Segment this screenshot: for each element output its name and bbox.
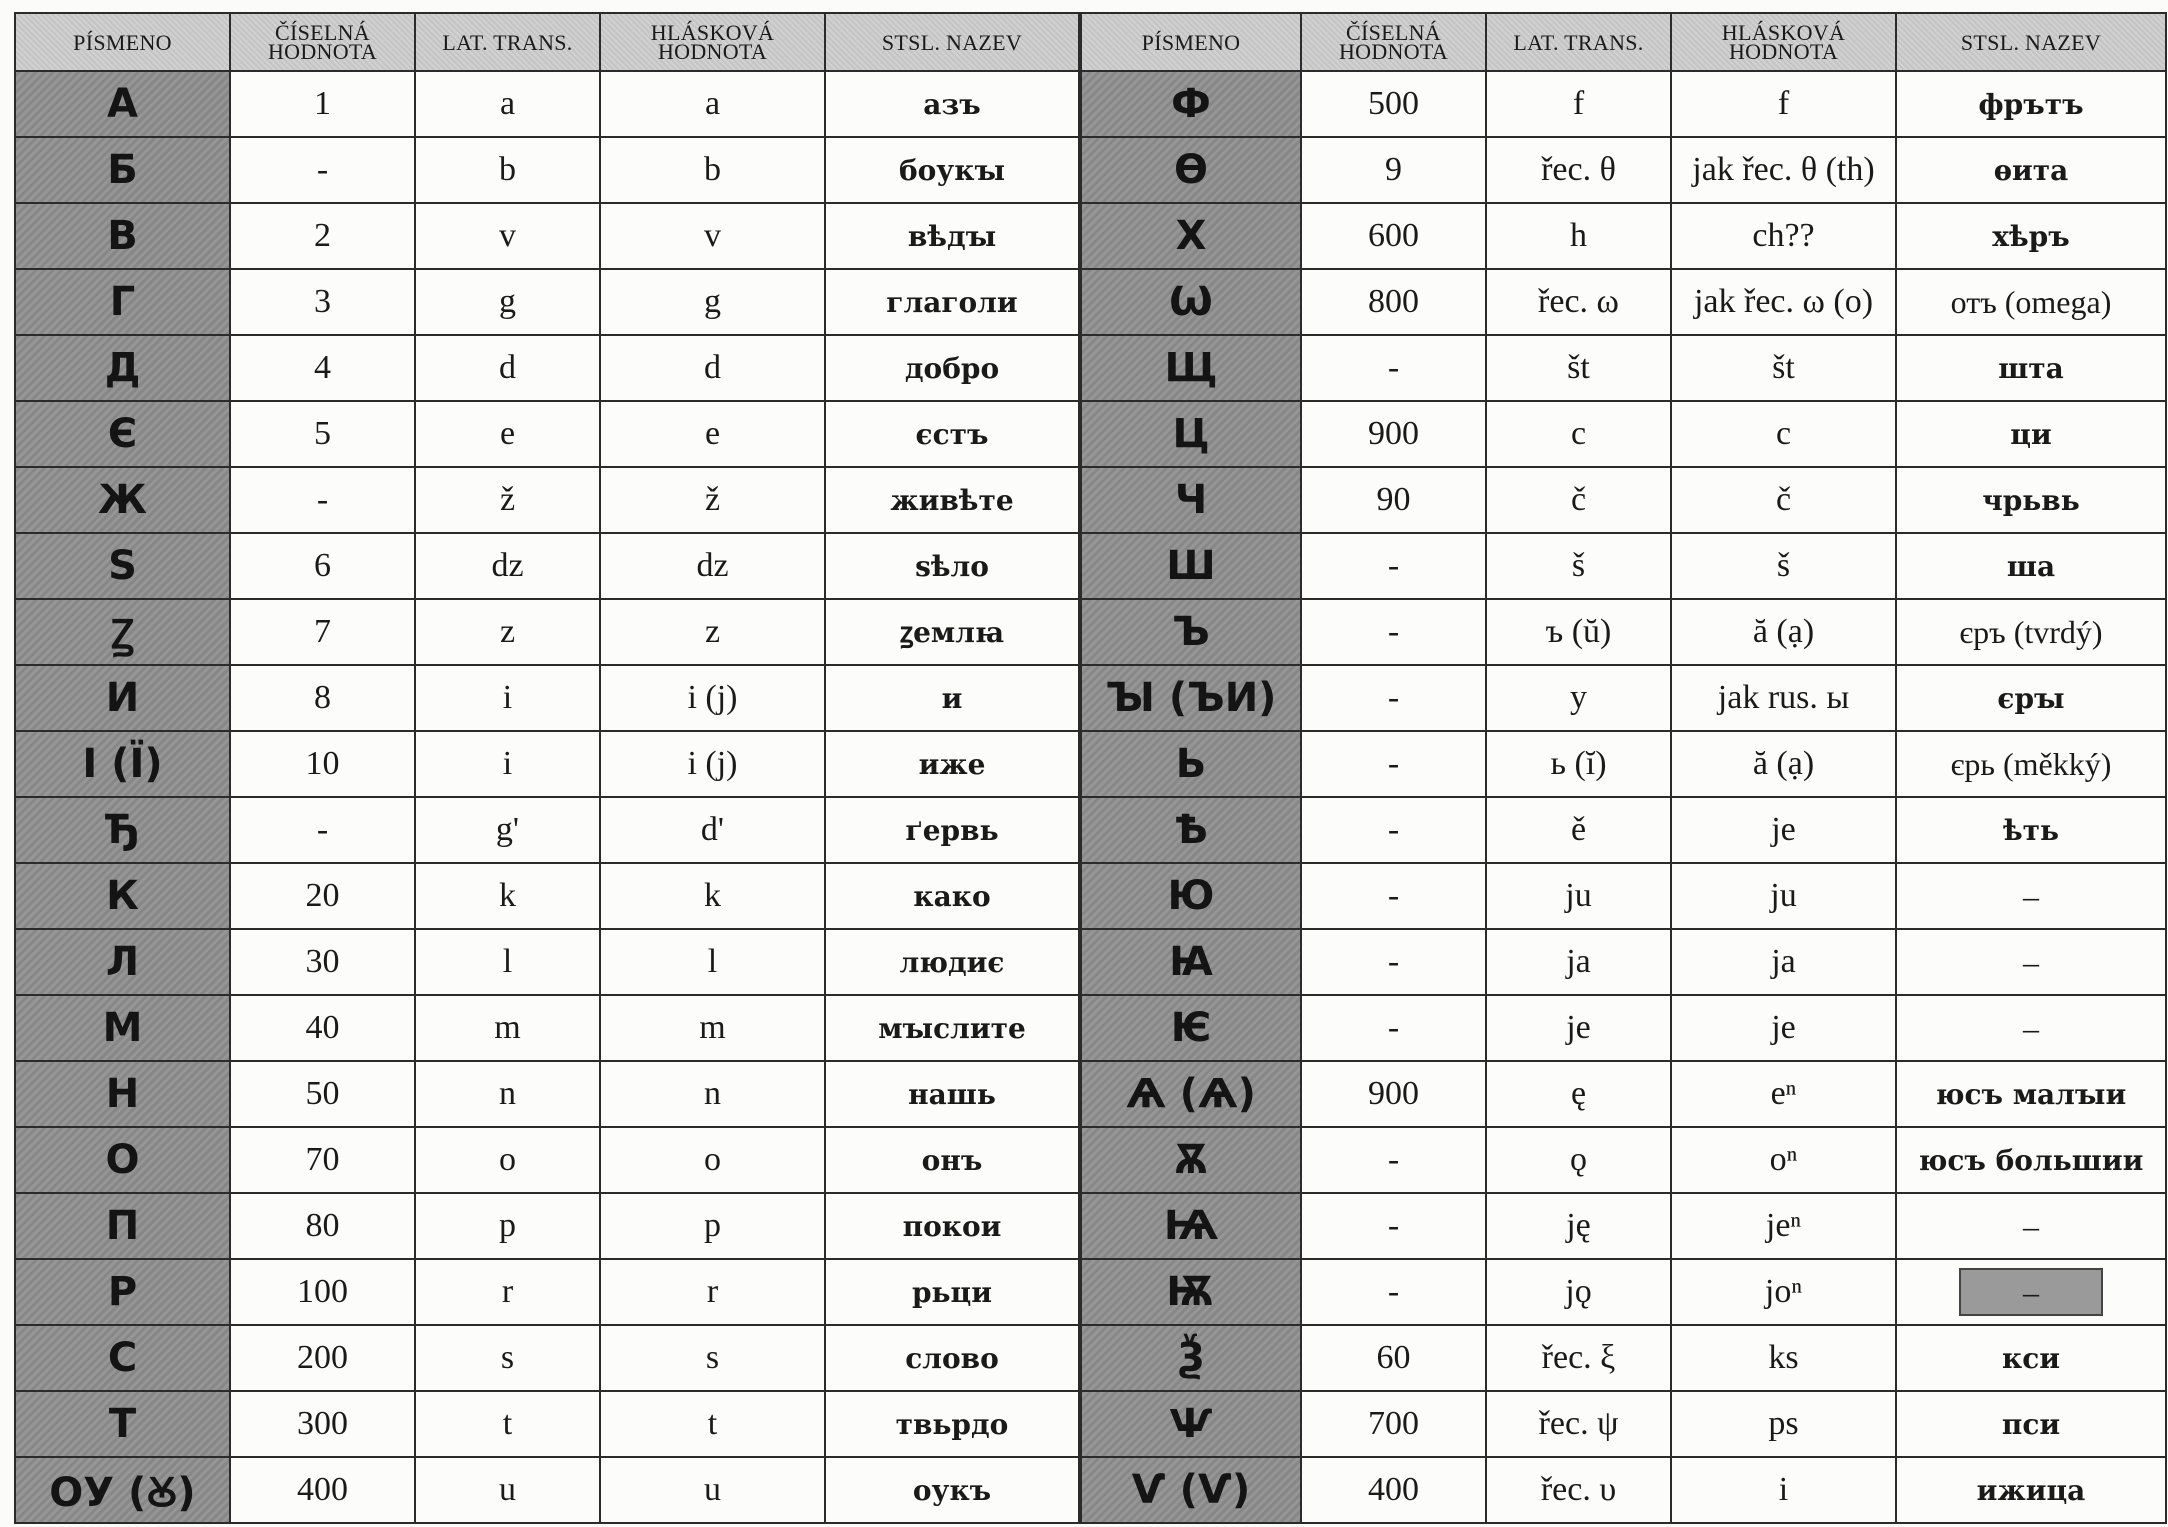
- numeric-value-cell: 20: [230, 863, 415, 929]
- latin-transliteration-cell: je: [1486, 995, 1671, 1061]
- table-row: [1081, 467, 2166, 533]
- numeric-value-cell: 70: [230, 1127, 415, 1193]
- church-slavonic-name-cell: нашь: [825, 1061, 1079, 1127]
- numeric-value-cell: 2: [230, 203, 415, 269]
- letter-cell: Ѥ: [1081, 995, 1301, 1061]
- church-slavonic-name-cell: єрь (měkký): [1896, 731, 2166, 797]
- latin-transliteration-cell: ъ (ŭ): [1486, 599, 1671, 665]
- sound-value-cell: ju: [1671, 863, 1896, 929]
- church-slavonic-name-cell: отъ (omega): [1896, 269, 2166, 335]
- latin-transliteration-cell: u: [415, 1457, 600, 1523]
- header-latin-transliteration: LAT. TRANS.: [415, 13, 600, 71]
- church-slavonic-name-cell: рьци: [825, 1259, 1079, 1325]
- sound-value-cell: n: [600, 1061, 825, 1127]
- church-slavonic-name-cell: ꙁемлꙗ: [825, 599, 1079, 665]
- sound-value-cell: g: [600, 269, 825, 335]
- table-row: [15, 533, 1079, 599]
- sound-value-cell: a: [600, 71, 825, 137]
- table-row: [1081, 269, 2166, 335]
- numeric-value-cell: -: [1301, 533, 1486, 599]
- latin-transliteration-cell: z: [415, 599, 600, 665]
- sound-value-cell: jak rus. ы: [1671, 665, 1896, 731]
- table-row: [15, 1259, 1079, 1325]
- church-slavonic-name-cell: азъ: [825, 71, 1079, 137]
- letter-cell: ОУ (Ꙋ): [15, 1457, 230, 1523]
- sound-value-cell: m: [600, 995, 825, 1061]
- sound-value-cell: ks: [1671, 1325, 1896, 1391]
- numeric-value-cell: 800: [1301, 269, 1486, 335]
- church-slavonic-name-cell: мꙑслите: [825, 995, 1079, 1061]
- sound-value-cell: s: [600, 1325, 825, 1391]
- church-slavonic-name-cell: юсъ малꙑи: [1896, 1061, 2166, 1127]
- letter-cell: Т: [15, 1391, 230, 1457]
- latin-transliteration-cell: ě: [1486, 797, 1671, 863]
- numeric-value-cell: -: [1301, 863, 1486, 929]
- church-slavonic-name-cell: глаголи: [825, 269, 1079, 335]
- latin-transliteration-cell: p: [415, 1193, 600, 1259]
- sound-value-cell: eⁿ: [1671, 1061, 1896, 1127]
- numeric-value-cell: 1: [230, 71, 415, 137]
- letter-cell: А: [15, 71, 230, 137]
- table-row: [1081, 599, 2166, 665]
- table-row: [1081, 797, 2166, 863]
- church-slavonic-name-cell: покои: [825, 1193, 1079, 1259]
- letter-cell: Ч: [1081, 467, 1301, 533]
- letter-cell: И: [15, 665, 230, 731]
- table-row: [1081, 137, 2166, 203]
- table-row: [1081, 533, 2166, 599]
- table-row: [1081, 863, 2166, 929]
- sound-value-cell: ja: [1671, 929, 1896, 995]
- numeric-value-cell: 40: [230, 995, 415, 1061]
- table-row: [15, 665, 1079, 731]
- latin-transliteration-cell: d: [415, 335, 600, 401]
- numeric-value-cell: 100: [230, 1259, 415, 1325]
- numeric-value-cell: 30: [230, 929, 415, 995]
- church-slavonic-name-cell: боукꙑ: [825, 137, 1079, 203]
- church-slavonic-name-cell: оукъ: [825, 1457, 1079, 1523]
- letter-cell: Ѕ: [15, 533, 230, 599]
- sound-value-cell: ps: [1671, 1391, 1896, 1457]
- numeric-value-cell: 900: [1301, 401, 1486, 467]
- church-slavonic-name-cell: живѣте: [825, 467, 1079, 533]
- table-row: [15, 731, 1079, 797]
- numeric-value-cell: 300: [230, 1391, 415, 1457]
- church-slavonic-name-cell: ѕѣло: [825, 533, 1079, 599]
- church-slavonic-name-cell: єстъ: [825, 401, 1079, 467]
- letter-cell: Н: [15, 1061, 230, 1127]
- table-row: [1081, 1061, 2166, 1127]
- latin-transliteration-cell: řec. ψ: [1486, 1391, 1671, 1457]
- letter-cell: О: [15, 1127, 230, 1193]
- church-slavonic-name-cell: ѣть: [1896, 797, 2166, 863]
- table-row: [1081, 731, 2166, 797]
- sound-value-cell: jeⁿ: [1671, 1193, 1896, 1259]
- letter-cell: С: [15, 1325, 230, 1391]
- sound-value-cell: r: [600, 1259, 825, 1325]
- church-slavonic-name-cell: ґервь: [825, 797, 1079, 863]
- church-slavonic-name-cell: кси: [1896, 1325, 2166, 1391]
- letter-cell: Щ: [1081, 335, 1301, 401]
- latin-transliteration-cell: ję: [1486, 1193, 1671, 1259]
- letter-cell: І (Ї): [15, 731, 230, 797]
- latin-transliteration-cell: jǫ: [1486, 1259, 1671, 1325]
- alphabet-table-left: [14, 12, 1080, 1524]
- header-row: [15, 13, 1079, 71]
- letter-cell: Ь: [1081, 731, 1301, 797]
- sound-value-cell: ch??: [1671, 203, 1896, 269]
- letter-cell: Ꙁ: [15, 599, 230, 665]
- sound-value-cell: t: [600, 1391, 825, 1457]
- church-slavonic-name-cell: ша: [1896, 533, 2166, 599]
- latin-transliteration-cell: a: [415, 71, 600, 137]
- sound-value-cell: i (j): [600, 665, 825, 731]
- letter-cell: Л: [15, 929, 230, 995]
- header-sound-value: HLÁSKOVÁ HODNOTA: [1671, 13, 1896, 71]
- letter-cell: Ѫ: [1081, 1127, 1301, 1193]
- header-church-slavonic-name: STSL. NAZEV: [1896, 13, 2166, 71]
- letter-cell: Ѩ: [1081, 1193, 1301, 1259]
- table-row: [15, 1391, 1079, 1457]
- table-row: [1081, 203, 2166, 269]
- numeric-value-cell: -: [1301, 1127, 1486, 1193]
- table-row: [15, 1127, 1079, 1193]
- numeric-value-cell: 400: [1301, 1457, 1486, 1523]
- sound-value-cell: i: [1671, 1457, 1896, 1523]
- letter-cell: Ф: [1081, 71, 1301, 137]
- header-letter: PÍSMENO: [1081, 13, 1301, 71]
- header-row: [1081, 13, 2166, 71]
- sound-value-cell: v: [600, 203, 825, 269]
- latin-transliteration-cell: ę: [1486, 1061, 1671, 1127]
- table-row: [15, 71, 1079, 137]
- letter-cell: Ъ: [1081, 599, 1301, 665]
- header-sound-value: HLÁSKOVÁ HODNOTA: [600, 13, 825, 71]
- numeric-value-cell: 6: [230, 533, 415, 599]
- numeric-value-cell: 8: [230, 665, 415, 731]
- church-slavonic-name-cell: и: [825, 665, 1079, 731]
- sound-value-cell: jak řec. ω (o): [1671, 269, 1896, 335]
- church-slavonic-name-cell: єръ (tvrdý): [1896, 599, 2166, 665]
- numeric-value-cell: 3: [230, 269, 415, 335]
- alphabet-grid: [14, 12, 2167, 1524]
- latin-transliteration-cell: v: [415, 203, 600, 269]
- sound-value-cell: oⁿ: [1671, 1127, 1896, 1193]
- latin-transliteration-cell: ju: [1486, 863, 1671, 929]
- letter-cell: Ꙗ: [1081, 929, 1301, 995]
- table-row: [15, 863, 1079, 929]
- letter-cell: Ꙑ (ЪИ): [1081, 665, 1301, 731]
- numeric-value-cell: -: [1301, 1193, 1486, 1259]
- numeric-value-cell: -: [1301, 929, 1486, 995]
- church-slavonic-name-cell: –: [1896, 995, 2166, 1061]
- church-slavonic-name-cell: ижица: [1896, 1457, 2166, 1523]
- numeric-value-cell: 600: [1301, 203, 1486, 269]
- numeric-value-cell: 90: [1301, 467, 1486, 533]
- letter-cell: Ц: [1081, 401, 1301, 467]
- table-row: [1081, 401, 2166, 467]
- numeric-value-cell: 7: [230, 599, 415, 665]
- letter-cell: Б: [15, 137, 230, 203]
- header-numeric-value: ČÍSELNÁ HODNOTA: [230, 13, 415, 71]
- letter-cell: Х: [1081, 203, 1301, 269]
- numeric-value-cell: -: [1301, 1259, 1486, 1325]
- numeric-value-cell: 400: [230, 1457, 415, 1523]
- table-row: [15, 1325, 1079, 1391]
- latin-transliteration-cell: g: [415, 269, 600, 335]
- letter-cell: Ж: [15, 467, 230, 533]
- numeric-value-cell: 4: [230, 335, 415, 401]
- church-slavonic-name-cell: шта: [1896, 335, 2166, 401]
- latin-transliteration-cell: č: [1486, 467, 1671, 533]
- latin-transliteration-cell: s: [415, 1325, 600, 1391]
- letter-cell: М: [15, 995, 230, 1061]
- sound-value-cell: jak řec. θ (th): [1671, 137, 1896, 203]
- table-row: [1081, 335, 2166, 401]
- numeric-value-cell: 5: [230, 401, 415, 467]
- numeric-value-cell: 500: [1301, 71, 1486, 137]
- letter-cell: Є: [15, 401, 230, 467]
- letter-cell: Ѭ: [1081, 1259, 1301, 1325]
- table-row: [15, 137, 1079, 203]
- church-slavonic-name-cell: [1896, 1259, 2166, 1325]
- latin-transliteration-cell: řec. θ: [1486, 137, 1671, 203]
- sound-value-cell: k: [600, 863, 825, 929]
- numeric-value-cell: 80: [230, 1193, 415, 1259]
- numeric-value-cell: 9: [1301, 137, 1486, 203]
- sound-value-cell: f: [1671, 71, 1896, 137]
- letter-cell: Г: [15, 269, 230, 335]
- latin-transliteration-cell: ь (ĭ): [1486, 731, 1671, 797]
- sound-value-cell: ă (ạ): [1671, 731, 1896, 797]
- sound-value-cell: d: [600, 335, 825, 401]
- church-slavonic-name-cell: –: [1896, 1193, 2166, 1259]
- letter-cell: Ю: [1081, 863, 1301, 929]
- sound-value-cell: b: [600, 137, 825, 203]
- church-slavonic-name-cell: чрьвь: [1896, 467, 2166, 533]
- table-body-left: [15, 71, 1079, 1523]
- latin-transliteration-cell: řec. ω: [1486, 269, 1671, 335]
- letter-cell: Ѯ: [1081, 1325, 1301, 1391]
- latin-transliteration-cell: o: [415, 1127, 600, 1193]
- header-letter: PÍSMENO: [15, 13, 230, 71]
- church-slavonic-name-cell: слово: [825, 1325, 1079, 1391]
- table-row: [15, 467, 1079, 533]
- sound-value-cell: i (j): [600, 731, 825, 797]
- letter-cell: Ѳ: [1081, 137, 1301, 203]
- church-slavonic-name-cell: пси: [1896, 1391, 2166, 1457]
- latin-transliteration-cell: l: [415, 929, 600, 995]
- church-slavonic-name-cell: вѣдꙑ: [825, 203, 1079, 269]
- sound-value-cell: o: [600, 1127, 825, 1193]
- church-slavonic-name-cell: хѣръ: [1896, 203, 2166, 269]
- table-row: [15, 1061, 1079, 1127]
- sound-value-cell: d': [600, 797, 825, 863]
- latin-transliteration-cell: i: [415, 731, 600, 797]
- church-slavonic-name-cell: юсъ большии: [1896, 1127, 2166, 1193]
- table-row: [1081, 71, 2166, 137]
- table-row: [15, 269, 1079, 335]
- letter-cell: Р: [15, 1259, 230, 1325]
- numeric-value-cell: -: [230, 467, 415, 533]
- table-row: [15, 995, 1079, 1061]
- table-row: [15, 335, 1079, 401]
- numeric-value-cell: -: [1301, 797, 1486, 863]
- latin-transliteration-cell: št: [1486, 335, 1671, 401]
- letter-cell: Ђ: [15, 797, 230, 863]
- table-row: [1081, 1193, 2166, 1259]
- letter-cell: Ѵ (Ѵ): [1081, 1457, 1301, 1523]
- church-slavonic-name-cell: –: [1896, 863, 2166, 929]
- church-slavonic-name-cell: како: [825, 863, 1079, 929]
- latin-transliteration-cell: š: [1486, 533, 1671, 599]
- letter-cell: Д: [15, 335, 230, 401]
- sound-value-cell: ă (ạ): [1671, 599, 1896, 665]
- latin-transliteration-cell: e: [415, 401, 600, 467]
- shaded-box: –: [1959, 1268, 2103, 1316]
- latin-transliteration-cell: ž: [415, 467, 600, 533]
- sound-value-cell: e: [600, 401, 825, 467]
- church-slavonic-name-cell: ци: [1896, 401, 2166, 467]
- church-slavonic-name-cell: –: [1896, 929, 2166, 995]
- latin-transliteration-cell: řec. ξ: [1486, 1325, 1671, 1391]
- numeric-value-cell: -: [1301, 335, 1486, 401]
- church-slavonic-name-cell: людиє: [825, 929, 1079, 995]
- sound-value-cell: l: [600, 929, 825, 995]
- numeric-value-cell: -: [230, 797, 415, 863]
- table-row: [15, 599, 1079, 665]
- table-row: [15, 797, 1079, 863]
- letter-cell: Ш: [1081, 533, 1301, 599]
- sound-value-cell: je: [1671, 995, 1896, 1061]
- church-slavonic-name-cell: онъ: [825, 1127, 1079, 1193]
- numeric-value-cell: -: [1301, 995, 1486, 1061]
- latin-transliteration-cell: řec. υ: [1486, 1457, 1671, 1523]
- numeric-value-cell: 900: [1301, 1061, 1486, 1127]
- latin-transliteration-cell: f: [1486, 71, 1671, 137]
- letter-cell: Ѣ: [1081, 797, 1301, 863]
- latin-transliteration-cell: c: [1486, 401, 1671, 467]
- numeric-value-cell: 50: [230, 1061, 415, 1127]
- latin-transliteration-cell: b: [415, 137, 600, 203]
- church-slavonic-name-cell: ѳита: [1896, 137, 2166, 203]
- table-row: [1081, 1391, 2166, 1457]
- sound-value-cell: dz: [600, 533, 825, 599]
- latin-transliteration-cell: i: [415, 665, 600, 731]
- church-slavonic-name-cell: добро: [825, 335, 1079, 401]
- church-slavonic-name-cell: єрꙑ: [1896, 665, 2166, 731]
- sound-value-cell: u: [600, 1457, 825, 1523]
- table-row: [15, 401, 1079, 467]
- letter-cell: Ѱ: [1081, 1391, 1301, 1457]
- sound-value-cell: č: [1671, 467, 1896, 533]
- numeric-value-cell: -: [1301, 731, 1486, 797]
- sound-value-cell: je: [1671, 797, 1896, 863]
- sound-value-cell: š: [1671, 533, 1896, 599]
- latin-transliteration-cell: g': [415, 797, 600, 863]
- numeric-value-cell: 700: [1301, 1391, 1486, 1457]
- latin-transliteration-cell: r: [415, 1259, 600, 1325]
- sound-value-cell: joⁿ: [1671, 1259, 1896, 1325]
- latin-transliteration-cell: n: [415, 1061, 600, 1127]
- sound-value-cell: št: [1671, 335, 1896, 401]
- latin-transliteration-cell: m: [415, 995, 600, 1061]
- latin-transliteration-cell: ǫ: [1486, 1127, 1671, 1193]
- table-row: [1081, 995, 2166, 1061]
- table-row: [15, 1457, 1079, 1523]
- table-row: [1081, 1259, 2166, 1325]
- header-latin-transliteration: LAT. TRANS.: [1486, 13, 1671, 71]
- numeric-value-cell: 60: [1301, 1325, 1486, 1391]
- letter-cell: Ѡ: [1081, 269, 1301, 335]
- latin-transliteration-cell: t: [415, 1391, 600, 1457]
- church-slavonic-name-cell: твьрдо: [825, 1391, 1079, 1457]
- numeric-value-cell: -: [1301, 599, 1486, 665]
- sound-value-cell: c: [1671, 401, 1896, 467]
- header-numeric-value: ČÍSELNÁ HODNOTA: [1301, 13, 1486, 71]
- latin-transliteration-cell: h: [1486, 203, 1671, 269]
- church-slavonic-name-cell: иже: [825, 731, 1079, 797]
- latin-transliteration-cell: ja: [1486, 929, 1671, 995]
- header-church-slavonic-name: STSL. NAZEV: [825, 13, 1079, 71]
- table-row: [15, 929, 1079, 995]
- church-slavonic-name-cell: фрътъ: [1896, 71, 2166, 137]
- letter-cell: В: [15, 203, 230, 269]
- latin-transliteration-cell: k: [415, 863, 600, 929]
- sound-value-cell: ž: [600, 467, 825, 533]
- latin-transliteration-cell: dz: [415, 533, 600, 599]
- table-body-right: [1081, 71, 2166, 1523]
- table-row: [1081, 1127, 2166, 1193]
- alphabet-table-right: [1080, 12, 2167, 1524]
- letter-cell: К: [15, 863, 230, 929]
- numeric-value-cell: 10: [230, 731, 415, 797]
- sound-value-cell: z: [600, 599, 825, 665]
- table-row: [15, 203, 1079, 269]
- table-row: [1081, 1457, 2166, 1523]
- table-row: [15, 1193, 1079, 1259]
- letter-cell: Ѧ (Ѧ): [1081, 1061, 1301, 1127]
- numeric-value-cell: -: [230, 137, 415, 203]
- numeric-value-cell: 200: [230, 1325, 415, 1391]
- table-row: [1081, 929, 2166, 995]
- table-row: [1081, 665, 2166, 731]
- latin-transliteration-cell: y: [1486, 665, 1671, 731]
- numeric-value-cell: -: [1301, 665, 1486, 731]
- sound-value-cell: p: [600, 1193, 825, 1259]
- table-row: [1081, 1325, 2166, 1391]
- letter-cell: П: [15, 1193, 230, 1259]
